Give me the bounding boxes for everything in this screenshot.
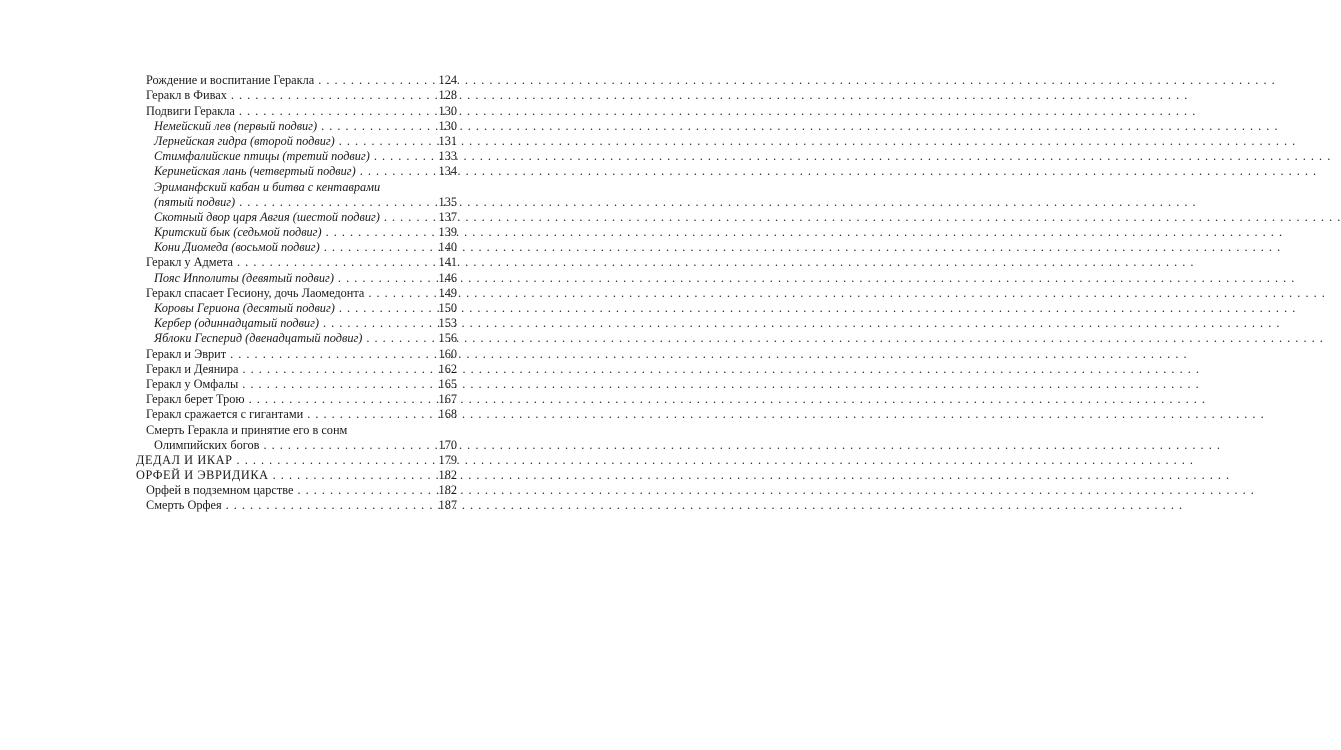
- toc-entry-title: Олимпийских богов: [154, 437, 260, 452]
- toc-entry-page: 182: [438, 483, 457, 498]
- dot-leader: [239, 195, 433, 210]
- toc-entry[interactable]: [136, 331, 457, 346]
- toc-entry-page: 133: [438, 149, 457, 164]
- dot-leader: [263, 438, 433, 453]
- dot-leader: [366, 331, 433, 346]
- dot-leader: [324, 240, 433, 255]
- toc-entry-line1[interactable]: [136, 179, 457, 194]
- dot-leader: [239, 104, 433, 119]
- toc-entry[interactable]: [136, 88, 457, 103]
- toc-entry[interactable]: [136, 73, 457, 88]
- toc-entry-page: 134: [438, 164, 457, 179]
- dot-leader: [323, 316, 433, 331]
- toc-entry[interactable]: [136, 149, 457, 164]
- toc-entry-title: Кербер (одиннадцатый подвиг): [154, 316, 319, 331]
- dot-leader: [339, 301, 433, 316]
- dot-leader: [237, 255, 433, 270]
- toc-entry-page: 130: [438, 118, 457, 133]
- toc-entry-page: 137: [438, 209, 457, 224]
- toc-entry[interactable]: [136, 362, 457, 377]
- toc-entry-page: 130: [438, 103, 457, 118]
- toc-entry-title: Орфей в подземном царстве: [146, 483, 294, 498]
- dot-leader: [321, 119, 433, 134]
- toc-entry-page: 124: [438, 73, 457, 88]
- toc-entry-title: Геракл и Деянира: [146, 361, 239, 376]
- dot-leader: [243, 362, 434, 377]
- toc-section[interactable]: [136, 453, 457, 468]
- toc-entry-title: Геракл в Фивах: [146, 88, 227, 103]
- toc-entry-title: Смерть Геракла и принятие его в сонм: [146, 422, 348, 437]
- toc-entry-title: Геракл берет Трою: [146, 392, 245, 407]
- toc-entry-line2[interactable]: [136, 195, 457, 210]
- toc-entry-page: 135: [438, 194, 457, 209]
- toc-entry[interactable]: [136, 103, 457, 118]
- toc-entry-title: Коровы Гериона (десятый подвиг): [154, 301, 335, 315]
- toc-entry[interactable]: [136, 270, 457, 285]
- toc-entry-title: Скотный двор царя Авгия (шестой подвиг): [154, 209, 380, 224]
- dot-leader: [360, 164, 433, 179]
- toc-section-title: ОРФЕЙ И ЭВРИДИКА: [136, 468, 269, 483]
- dot-leader: [384, 210, 433, 225]
- toc-entry-page: 160: [438, 346, 457, 361]
- toc-entry[interactable]: [136, 498, 457, 513]
- toc-entry-page: 167: [438, 392, 457, 407]
- toc-entry-title: Критский бык (седьмой подвиг): [154, 225, 322, 240]
- toc-entry-page: 182: [438, 468, 457, 483]
- dot-leader: [249, 392, 433, 407]
- toc-page: [0, 0, 600, 750]
- toc-entry-page: 131: [438, 133, 457, 148]
- toc-entry[interactable]: [136, 210, 457, 225]
- toc-entry-title: Кони Диомеда (восьмой подвиг): [154, 240, 320, 255]
- toc-entry-page: 150: [438, 301, 457, 315]
- toc-entry-title: Геракл у Адмета: [146, 255, 234, 270]
- toc-entry-page: 139: [438, 225, 457, 240]
- toc-entry-title: Рождение и воспитание Геракла: [146, 73, 315, 88]
- dot-leader: [237, 453, 433, 468]
- dot-leader: [368, 286, 433, 301]
- toc-entry-page: 153: [438, 316, 457, 331]
- dot-leader: [307, 407, 433, 422]
- toc-entry[interactable]: [136, 286, 457, 301]
- toc-entry-page: 187: [438, 498, 457, 513]
- toc-entry-title: (пятый подвиг): [154, 194, 236, 209]
- toc-entry-page: 149: [438, 285, 457, 300]
- toc-entry-title: Геракл и Эврит: [146, 346, 227, 361]
- dot-leader: [273, 468, 433, 483]
- toc-entry-title: Геракл сражается с гигантами: [146, 407, 304, 422]
- toc-entry-page: 165: [438, 376, 457, 391]
- toc-entry-page: 146: [438, 270, 457, 285]
- dot-leader: [318, 73, 433, 88]
- toc-entry-title: Яблоки Гесперид (двенадцатый подвиг): [154, 331, 363, 346]
- toc-entry[interactable]: [136, 240, 457, 255]
- toc-section[interactable]: [136, 468, 457, 483]
- toc-entry[interactable]: [136, 377, 457, 392]
- dot-leader: [242, 377, 433, 392]
- toc-entry-line2[interactable]: [136, 438, 457, 453]
- toc-entry[interactable]: [136, 225, 457, 240]
- toc-entry[interactable]: [136, 407, 457, 422]
- dot-leader: [374, 149, 433, 164]
- toc-entry[interactable]: [136, 164, 457, 179]
- toc-entry-page: 179: [438, 452, 457, 467]
- toc-entry-title: Геракл у Омфалы: [146, 376, 239, 391]
- toc-entry[interactable]: [136, 119, 457, 134]
- toc-entry-title: Лернейская гидра (второй подвиг): [154, 133, 335, 148]
- dot-leader: [339, 134, 433, 149]
- dot-leader: [297, 483, 433, 498]
- toc-section-title: ДЕДАЛ И ИКАР: [136, 452, 233, 467]
- toc-entry-page: 141: [438, 255, 457, 270]
- toc-entry-page: 128: [438, 88, 457, 103]
- dot-leader: [338, 271, 433, 286]
- toc-entry-page: 140: [438, 240, 457, 255]
- dot-leader: [231, 88, 433, 103]
- toc-entry-page: 162: [438, 361, 457, 376]
- toc-entry[interactable]: [136, 255, 457, 270]
- toc-entry[interactable]: [136, 483, 457, 498]
- toc-entry-title: Подвиги Геракла: [146, 103, 235, 118]
- toc-entry-page: 156: [438, 331, 457, 346]
- toc-entry[interactable]: [136, 392, 457, 407]
- toc-entry-title: Керинейская лань (четвертый подвиг): [154, 164, 356, 179]
- toc-entry-line1[interactable]: [136, 422, 457, 437]
- toc-entry[interactable]: [136, 134, 457, 149]
- toc-entry[interactable]: [136, 346, 457, 361]
- toc-entry-title: Эриманфский кабан и битва с кентаврами: [154, 179, 381, 194]
- table-of-contents: [136, 73, 457, 513]
- dot-leader: [230, 347, 433, 362]
- toc-entry-title: Стимфалийские птицы (третий подвиг): [154, 149, 370, 164]
- toc-entry-page: 168: [438, 407, 457, 422]
- toc-entry-title: Пояс Ипполиты (девятый подвиг): [154, 270, 334, 285]
- dot-leader: [226, 498, 433, 513]
- toc-entry[interactable]: [136, 316, 457, 331]
- toc-entry[interactable]: [136, 301, 457, 316]
- toc-entry-title: Геракл спасает Гесиону, дочь Лаомедонта: [146, 285, 365, 300]
- toc-entry-title: Немейский лев (первый подвиг): [154, 118, 318, 133]
- toc-entry-page: 170: [438, 437, 457, 452]
- toc-entry-title: Смерть Орфея: [146, 498, 222, 513]
- dot-leader: [326, 225, 433, 240]
